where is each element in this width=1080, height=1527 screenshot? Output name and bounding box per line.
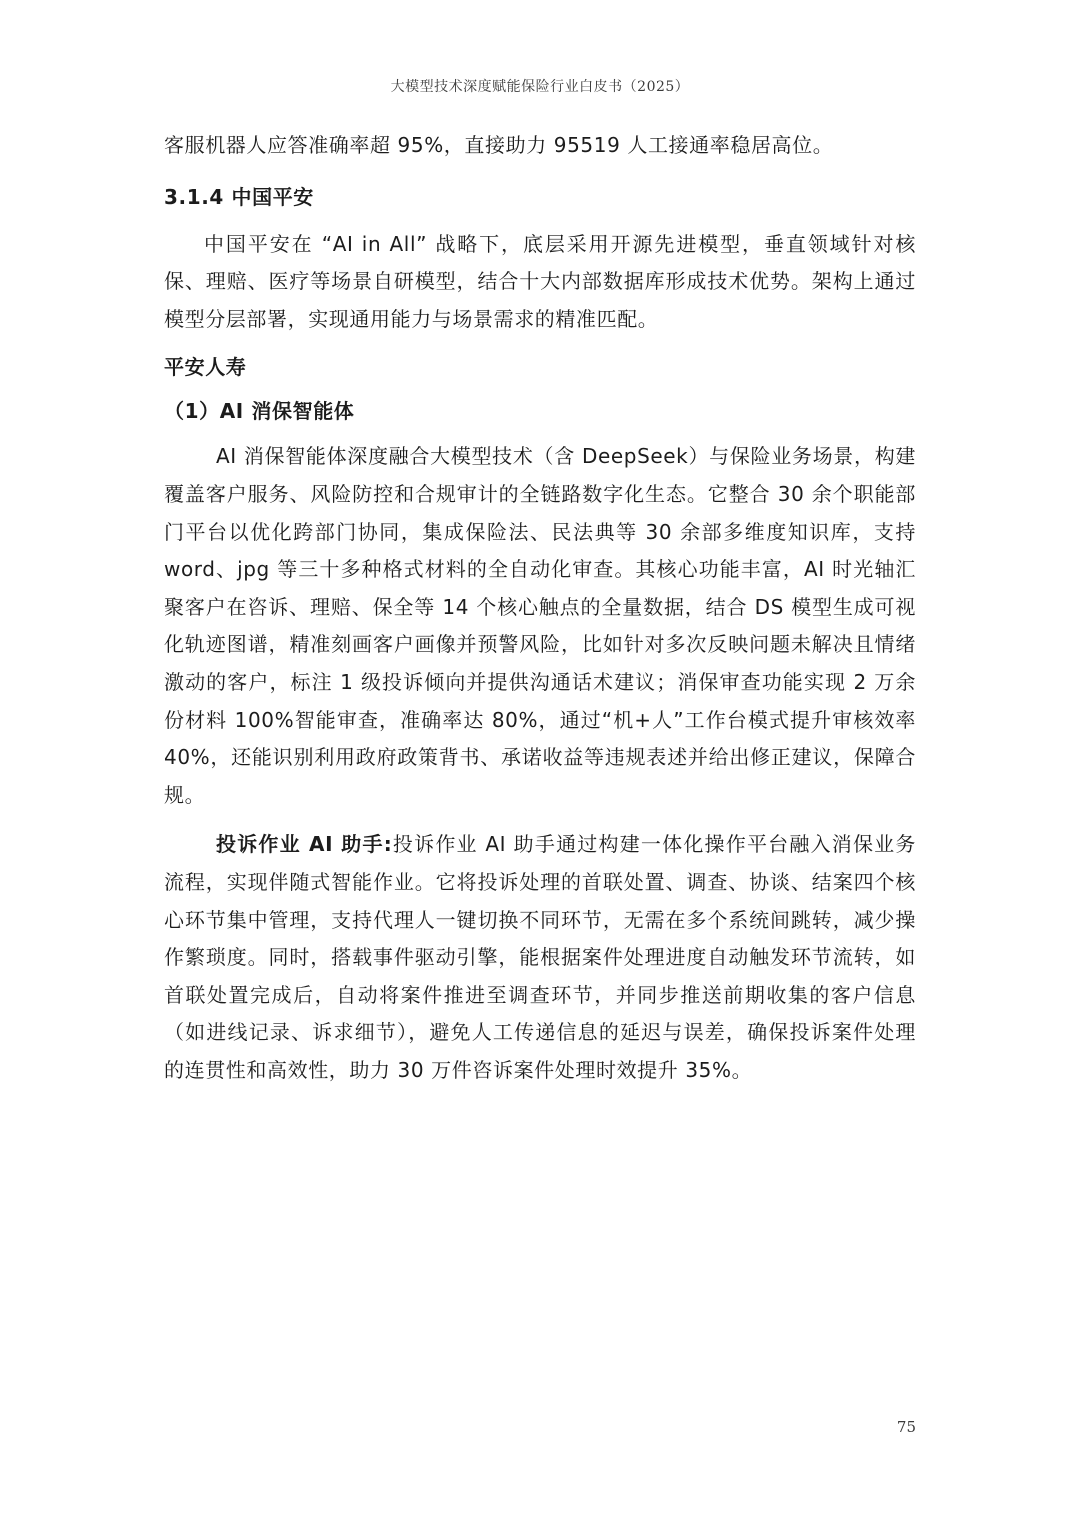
page-number: 75	[896, 1418, 916, 1436]
paragraph-complaint-assistant	[164, 826, 916, 1089]
subheading-ai-consumer-protection-agent: （1）AI 消保智能体	[164, 399, 355, 424]
complaint-assistant-lead: 投诉作业 AI 助手:	[216, 832, 393, 857]
complaint-assistant-text: 投诉作业 AI 助手通过构建一体化操作平台融入消保业务流程，实现伴随式智能作业。它将投诉处理的首联处置、调查、协谈、结案四个核心环节集中管理，支持代理人一键切换不同环节，无需在多个系统间跳转，减少操作繁琐度。同时，搭载事件驱动引擎，能根据案件处理进度自动触发环节流转，如首联处置完成后，自动将案件推进至调查环节，并同步推送前期收集的客户信息（如进线记录、诉求细节），避免人工传递信息的延迟与误差，确保投诉案件处理的连贯性和高效性，助力 30 万件咨诉案件处理时效提升 35%。	[164, 832, 916, 1082]
subheading-ping-an-life: 平安人寿	[164, 355, 247, 380]
paragraph-continuation: 客服机器人应答准确率超 95%，直接助力 95519 人工接通率稳居高位。	[164, 133, 834, 157]
section-heading-3-1-4: 3.1.4 中国平安	[164, 184, 314, 209]
paragraph-ping-an-overview: 中国平安在 “AI in All” 战略下，底层采用开源先进模型，垂直领域针对核保、理赔、医疗等场景自研模型，结合十大内部数据库形成技术优势。架构上通过模型分层部署，实现通用能力与场景需求的精准匹配。	[164, 231, 916, 331]
paragraph-ai-agent: AI 消保智能体深度融合大模型技术（含 DeepSeek）与保险业务场景，构建覆盖客户服务、风险防控和合规审计的全链路数字化生态。它整合 30 余个职能部门平台以优化跨部门协同，集成保险法、民法典等 30 余部多维度知识库，支持 word、jpg 等三十多种格式材料的全自动化审查。其核心功能丰富，AI 时光轴汇聚客户在咨诉、理赔、保全等 14 个核心触点的全量数据，结合 DS 模型生成可视化轨迹图谱，精准刻画客户画像并预警风险，比如针对多次反映问题未解决且情绪激动的客户，标注 1 级投诉倾向并提供沟通话术建议；消保审查功能实现 2 万余份材料 100%智能审查，准确率达 80%，通过“机+人”工作台模式提升审核效率 40%，还能识别利用政府政策背书、承诺收益等违规表述并给出修正建议，保障合规。	[164, 444, 916, 807]
page-body	[164, 127, 916, 1089]
running-header: 大模型技术深度赋能保险行业白皮书（2025）	[390, 79, 690, 95]
